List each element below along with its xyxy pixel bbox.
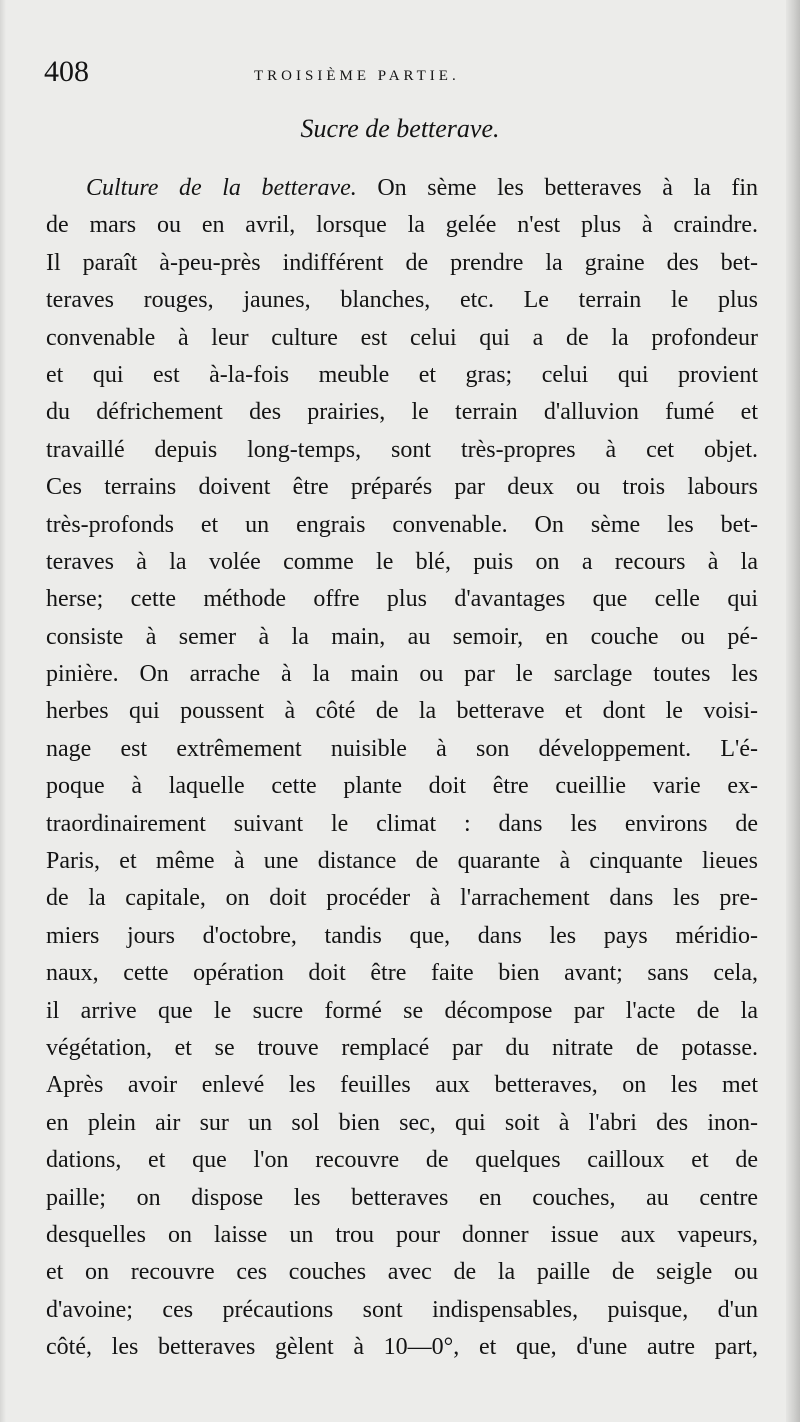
text-line: du défrichement des prairies, le terrain d'alluvion fumé et — [46, 399, 758, 426]
text-line: Paris, et même à une distance de quarante à cinquante lieues — [46, 848, 758, 875]
text-line: travaillé depuis long-temps, sont très-propres à cet objet. — [46, 436, 758, 463]
body-paragraph — [46, 170, 758, 1367]
page-left-edge — [0, 0, 6, 1422]
paragraph-lead: Culture de la betterave. — [86, 175, 357, 201]
page-header — [44, 52, 764, 92]
text-line: teraves à la volée comme le blé, puis on a recours à la — [46, 548, 758, 575]
text-line: herse; cette méthode offre plus d'avantages que celle qui — [46, 586, 758, 613]
text-line: très-profonds et un engrais convenable. On sème les bet- — [46, 511, 758, 538]
text-line: consiste à semer à la main, au semoir, en couche ou pé- — [46, 623, 758, 650]
text-line: paille; on dispose les betteraves en couches, au centre — [46, 1184, 758, 1211]
text-line: poque à laquelle cette plante doit être cueillie varie ex- — [46, 773, 758, 800]
text-line: miers jours d'octobre, tandis que, dans les pays méridio- — [46, 922, 758, 949]
text-line: traordinairement suivant le climat : dans les environs de — [46, 810, 758, 837]
text-line: côté, les betteraves gèlent à 10—0°, et que, d'une autre part, — [46, 1334, 758, 1361]
text-line: de mars ou en avril, lorsque la gelée n'est plus à craindre. — [46, 212, 758, 239]
text-line-content: On sème les betteraves à la fin — [356, 175, 758, 201]
text-line: nage est extrêmement nuisible à son développement. L'é- — [46, 735, 758, 762]
text-line: teraves rouges, jaunes, blanches, etc. Le terrain le plus — [46, 287, 758, 314]
text-line: herbes qui poussent à côté de la betterave et dont le voisi- — [46, 698, 758, 725]
text-line — [46, 170, 758, 207]
text-line: en plein air sur un sol bien sec, qui soit à l'abri des inon- — [46, 1109, 758, 1136]
running-head: TROISIÈME PARTIE. — [254, 68, 460, 84]
text-line: Il paraît à-peu-près indifférent de prendre la graine des bet- — [46, 249, 758, 276]
text-line: de la capitale, on doit procéder à l'arrachement dans les pre- — [46, 885, 758, 912]
text-line: et qui est à-la-fois meuble et gras; celui qui provient — [46, 361, 758, 388]
text-line: dations, et que l'on recouvre de quelques cailloux et de — [46, 1147, 758, 1174]
text-line: pinière. On arrache à la main ou par le sarclage toutes les — [46, 661, 758, 688]
text-line: Ces terrains doivent être préparés par deux ou trois labours — [46, 474, 758, 501]
text-line: et on recouvre ces couches avec de la paille de seigle ou — [46, 1259, 758, 1286]
text-line: convenable à leur culture est celui qui a de la profondeur — [46, 324, 758, 351]
text-line: il arrive que le sucre formé se décompose par l'acte de la — [46, 997, 758, 1024]
text-line: végétation, et se trouve remplacé par du nitrate de potasse. — [46, 1034, 758, 1061]
text-line: naux, cette opération doit être faite bien avant; sans cela, — [46, 960, 758, 987]
section-title: Sucre de betterave. — [300, 114, 500, 143]
text-line: Après avoir enlevé les feuilles aux betteraves, on les met — [46, 1072, 758, 1099]
page-number: 408 — [44, 55, 89, 88]
text-line: d'avoine; ces précautions sont indispensables, puisque, d'un — [46, 1296, 758, 1323]
page-right-edge — [786, 0, 800, 1422]
text-line: desquelles on laisse un trou pour donner issue aux vapeurs, — [46, 1221, 758, 1248]
